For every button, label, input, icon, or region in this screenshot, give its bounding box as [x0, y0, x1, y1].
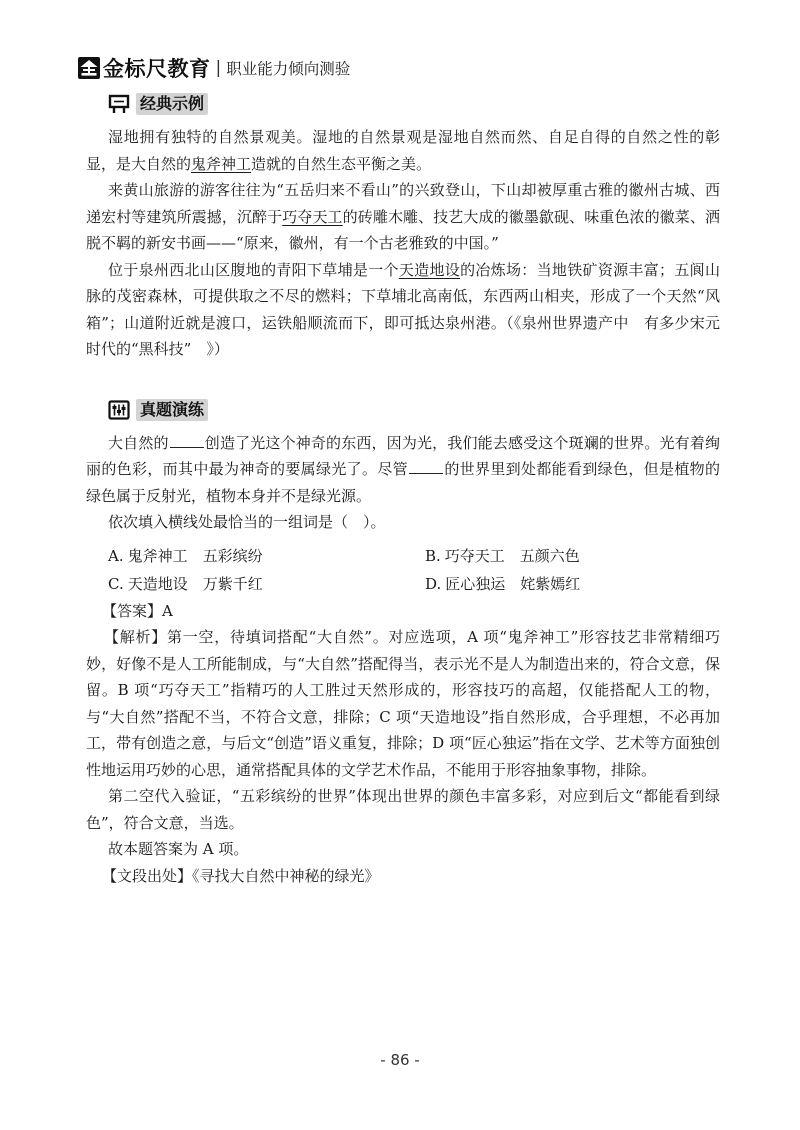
- option-words: 巧夺天工 五颜六色: [444, 546, 580, 565]
- source-line: [86, 863, 720, 890]
- example-board-icon: [108, 94, 130, 114]
- question-text: 创造了光这个神奇的东西，因为光，我们能去感受这个斑斓的世界。光有着绚丽的色彩，而其中最为神奇的要属绿光了。尽管: [86, 433, 720, 478]
- analysis-block: [86, 624, 720, 863]
- example-paragraph: [86, 177, 720, 257]
- page-content: [86, 91, 720, 889]
- answer-line: [86, 598, 720, 625]
- brand-logo-icon: [78, 57, 100, 79]
- underlined-term: 巧夺天工: [282, 207, 343, 226]
- page-number: - 86 -: [380, 1051, 420, 1069]
- option-a: [108, 542, 425, 570]
- analysis-paragraph: [86, 624, 720, 783]
- option-words: 天造地设 万紫千红: [127, 574, 263, 593]
- question-text: 大自然的: [108, 433, 169, 452]
- option-label: B.: [425, 546, 441, 565]
- practice-section-title: 真题演练: [136, 399, 208, 421]
- example-section: [86, 91, 720, 363]
- paragraph-text: 的冶炼场：当地铁矿资源丰富；五阆山脉的茂密森林，可提供取之不尽的燃料；下草埔北高南低，东西两山相夹，形成了一个天然“风箱”；山道附近就是渡口，运铁船顺流而下，即可抵达泉州港。（《泉州世界遗产中 有多少宋元时代的“黑科技” 》）: [86, 260, 720, 358]
- option-words: 匠心独运 姹紫嫣红: [445, 574, 581, 593]
- paragraph-text: 的砖雕木雕、技艺大成的徽墨歙砚、味重色浓的徽菜、洒脱不羁的新安书画——“原来，徽州，有一个古老雅致的中国。”: [86, 207, 720, 252]
- example-paragraph: [86, 257, 720, 363]
- page-header: [78, 53, 350, 83]
- question-text: 的世界里到处都能看到绿色，但是植物的绿色属于反射光，植物本身并不是绿光源。: [86, 460, 720, 505]
- option-d: [425, 570, 720, 598]
- answer-options: [86, 542, 720, 598]
- example-section-heading: [108, 91, 720, 117]
- analysis-conclusion: 故本题答案为 A 项。: [108, 840, 249, 858]
- analysis-text: 第一空，待填词搭配“大自然”。对应选项，A 项“鬼斧神工”形容技艺非常精细巧妙，好像不是人工所能制成，与“大自然”搭配得当，表示光不是人为制造出来的，符合文意，保留。B 项“巧夺天工”指精巧的人工胜过天然形成的，形容技巧的高超，仅能搭配人工的物，与“大自然”搭配不当，不符合文意，排除；C 项“天造地设”指自然形成，合乎理想，不必再加工，带有创造之意，与后文“创造”语义重复，排除；D 项“匠心独运”指在文学、艺术等方面独创性地运用巧妙的心思，通常搭配具体的文学艺术作品，不能用于形容抽象事物，排除。: [86, 628, 720, 779]
- example-section-title: 经典示例: [136, 93, 208, 115]
- question-stem: [86, 430, 720, 510]
- practice-section: [86, 397, 720, 890]
- source-title: 《寻找大自然中神秘的绿光》: [192, 866, 380, 885]
- paragraph-text: 造就的自然生态平衡之美。: [251, 154, 432, 173]
- option-c: [108, 570, 425, 598]
- paragraph-text: 位于泉州西北山区腹地的青阳下草埔是一个: [108, 260, 399, 279]
- option-label: D.: [425, 574, 442, 593]
- option-label: A.: [108, 546, 124, 565]
- fill-blank: [409, 459, 443, 474]
- example-paragraph: [86, 124, 720, 177]
- underlined-term: 天造地设: [398, 260, 461, 279]
- book-subtitle: 职业能力倾向测验: [226, 60, 351, 78]
- option-words: 鬼斧神工 五彩缤纷: [127, 546, 263, 565]
- brand-name: 金标尺教育: [103, 57, 211, 81]
- paragraph-text: 来黄山旅游的游客往往为“五岳归来不看山”的兴致登山，下山却被厚重古雅的徽州古城、西递宏村等建筑所震撼，沉醉于: [86, 181, 720, 226]
- option-b: [425, 542, 720, 570]
- analysis-label: 【解析】: [104, 628, 167, 646]
- practice-section-heading: [108, 397, 720, 423]
- underlined-term: 鬼斧神工: [191, 154, 252, 173]
- option-label: C.: [108, 574, 124, 593]
- answer-value: A: [162, 601, 173, 620]
- practice-sliders-icon: [108, 400, 130, 420]
- answer-label: 【答案】: [102, 601, 163, 620]
- paragraph-text: 湿地拥有独特的自然景观美。湿地的自然景观是湿地自然而然、自足自得的自然之性的彰显，是大自然的: [86, 128, 720, 173]
- source-label: 【文段出处】: [102, 866, 193, 885]
- analysis-paragraph: 第二空代入验证，“五彩缤纷的世界”体现出世界的颜色丰富多彩，对应到后文“都能看到绿色”，符合文意，当选。: [86, 787, 720, 832]
- fill-blank: [170, 433, 204, 448]
- question-prompt: 依次填入横线处最恰当的一组词是（ ）。: [108, 513, 386, 531]
- header-separator: |: [215, 58, 222, 78]
